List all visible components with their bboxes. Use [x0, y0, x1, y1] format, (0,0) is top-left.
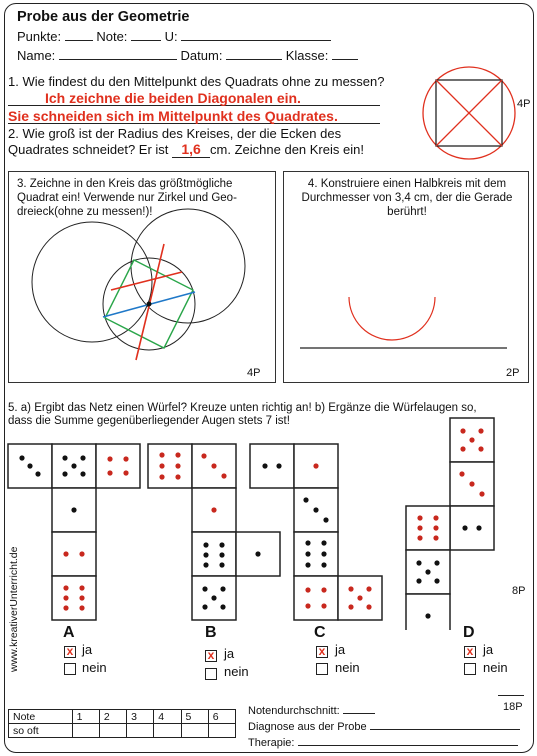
q2-line-2-pre: Quadrates schneidet? Er ist [8, 142, 169, 157]
grade-cell: 1 [72, 710, 99, 724]
grade-cell: 3 [127, 710, 154, 724]
notendurchschnitt-line [248, 705, 375, 717]
punkte-field[interactable] [65, 30, 93, 41]
checked-x-icon: x [318, 644, 326, 658]
net-a-label: A [63, 624, 75, 641]
red-chord [111, 272, 182, 290]
grade-cell: 2 [99, 710, 126, 724]
net-d-no-label: nein [483, 660, 508, 675]
checked-x-icon: x [466, 644, 474, 658]
net-c-no-checkbox[interactable] [316, 663, 328, 675]
notendurchschnitt-label: Notendurchschnitt: [248, 705, 340, 717]
net-c-label: C [314, 624, 326, 641]
grade-cell: 6 [208, 710, 235, 724]
center-point [147, 302, 152, 307]
worksheet-title: Probe aus der Geometrie [17, 9, 190, 25]
grade-cell: 5 [181, 710, 208, 724]
net-c-face [294, 532, 338, 576]
total-points: 18P [503, 701, 523, 713]
diagnose-field[interactable] [370, 721, 520, 730]
name-line [17, 48, 358, 63]
dice-nets [0, 410, 537, 630]
q3-line-2: Quadrat ein! Verwende nur Zirkel und Geo- [17, 192, 237, 204]
net-b-no-checkbox[interactable] [205, 668, 217, 680]
count-cell[interactable] [154, 724, 181, 738]
q1-answer-line-1 [8, 90, 380, 106]
net-c-face [294, 576, 338, 620]
square-circle-figure [418, 62, 520, 164]
q5-line-2: dass die Summe gegenüberliegender Augen stets 7 ist! [8, 415, 290, 427]
q1-question: 1. Wie findest du den Mittelpunkt des Quadrats ohne zu messen? [8, 74, 385, 89]
therapie-field[interactable] [298, 737, 518, 746]
q2-points: 4P [517, 98, 531, 110]
net-a-yes-checkbox[interactable] [64, 646, 76, 658]
net-c-yes-label: ja [335, 642, 346, 657]
count-cell[interactable] [208, 724, 235, 738]
net-d-face [406, 594, 450, 630]
q3-line-1: 3. Zeichne in den Kreis das größtmögliche [17, 178, 233, 190]
q1-answer-line-2 [8, 107, 380, 124]
q4-line-1: 4. Konstruiere einen Halbkreis mit dem [307, 178, 507, 190]
grade-table [8, 709, 236, 738]
datum-field[interactable] [226, 49, 282, 60]
therapie-line [248, 737, 518, 749]
net-c-no-label: nein [335, 660, 360, 675]
q2-answer: 1,6 [181, 141, 201, 157]
count-header: so oft [9, 724, 73, 738]
u-label: U: [164, 29, 178, 44]
website-watermark: www.kreativerUnterricht.de [8, 546, 20, 672]
net-b-yes-checkbox[interactable] [205, 650, 217, 662]
grade-header: Note [9, 710, 73, 724]
q1-answer-2: Sie schneiden sich im Mittelpunkt des Quadrates. [8, 108, 338, 124]
therapie-label: Therapie: [248, 737, 295, 749]
name-field[interactable] [59, 49, 177, 60]
net-b-label: B [205, 624, 217, 641]
net-a-face [52, 532, 96, 576]
net-b-no-label: nein [224, 664, 249, 679]
net-a-face [96, 444, 140, 488]
name-label: Name: [17, 48, 56, 63]
net-c-face [250, 444, 294, 488]
diagnose-label: Diagnose aus der Probe [248, 721, 367, 733]
q1-answer-1: Ich zeichne die beiden Diagonalen ein. [45, 90, 301, 106]
net-b-face [148, 444, 192, 488]
checked-x-icon: x [207, 648, 215, 662]
q4-line-2: Durchmesser von 3,4 cm, der die Gerade [301, 192, 513, 204]
score-line [17, 29, 331, 44]
grade-cell: 4 [154, 710, 181, 724]
net-d-no-checkbox[interactable] [464, 663, 476, 675]
net-c-yes-checkbox[interactable] [316, 646, 328, 658]
q3-points: 4P [247, 367, 261, 379]
diagnose-line [248, 721, 520, 733]
q3-line-3: dreieck(ohne zu messen!)! [17, 206, 153, 218]
klasse-field[interactable] [332, 49, 358, 60]
net-d-face [450, 506, 494, 550]
net-d-yes-checkbox[interactable] [464, 646, 476, 658]
semicircle [349, 297, 435, 340]
net-b-face [192, 532, 236, 576]
notendurchschnitt-field[interactable] [343, 705, 375, 714]
klasse-label: Klasse: [285, 48, 329, 63]
construction-circle-left [32, 222, 152, 342]
q2-line-2-post: cm. Zeichne den Kreis ein! [210, 142, 364, 157]
count-cell[interactable] [127, 724, 154, 738]
datum-label: Datum: [180, 48, 223, 63]
net-a-no-label: nein [82, 660, 107, 675]
checked-x-icon: x [66, 644, 74, 658]
q4-points: 2P [506, 367, 520, 379]
net-a-no-checkbox[interactable] [64, 663, 76, 675]
net-a-yes-label: ja [82, 642, 93, 657]
net-d-yes-label: ja [483, 642, 494, 657]
q4-construction [290, 285, 520, 360]
total-points-line [498, 695, 524, 696]
q3-construction [10, 200, 274, 380]
net-d-label: D [463, 624, 475, 641]
count-cell[interactable] [99, 724, 126, 738]
net-a-face [52, 576, 96, 620]
net-b-yes-label: ja [224, 646, 235, 661]
count-cell[interactable] [72, 724, 99, 738]
u-field[interactable] [181, 30, 331, 41]
note-field[interactable] [131, 30, 161, 41]
grade-row [9, 710, 236, 724]
count-cell[interactable] [181, 724, 208, 738]
q4-line-3: berührt! [387, 206, 427, 218]
note-label: Note: [96, 29, 128, 44]
q2-answer-field[interactable] [172, 142, 210, 158]
q2-line-1: 2. Wie groß ist der Radius des Kreises, der die Ecken des [8, 126, 342, 141]
punkte-label: Punkte: [17, 29, 62, 44]
q2-line-2 [8, 142, 364, 158]
q5-line-1: 5. a) Ergibt das Netz einen Würfel? Kreuze unten richtig an! b) Ergänze die Würfelaugen so, [8, 402, 477, 414]
net-d-face [406, 506, 450, 550]
q5-points: 8P [512, 585, 526, 597]
count-row [9, 724, 236, 738]
